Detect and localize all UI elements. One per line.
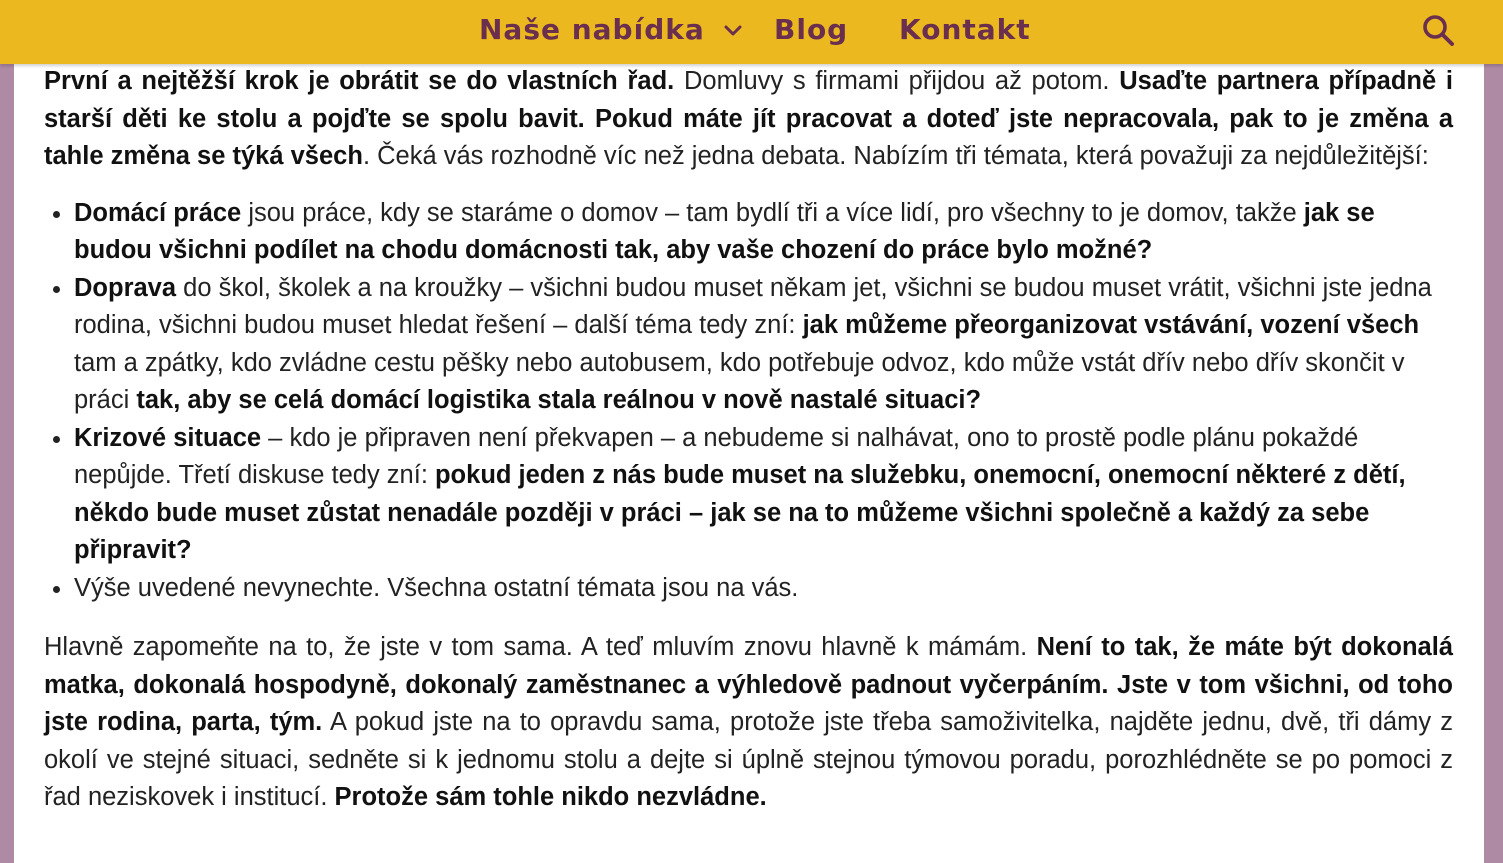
topics-list	[44, 195, 1453, 608]
list-item-question: tak, aby se celá domácí logistika stala reálnou v nově nastalé situaci?	[136, 386, 982, 414]
article-body	[44, 63, 1453, 817]
conclusion-bold-2: Protože sám tohle nikdo nezvládne.	[334, 783, 767, 811]
list-item-question: pokud jeden z nás bude muset na služebku, onemocní, onemocní některé z dětí, někdo bude muset zůstat nenadále později v práci – jak se na to můžeme všichni společně a každý za sebe připravit?	[74, 461, 1406, 564]
nav-item-blog[interactable]: Blog	[774, 13, 849, 46]
nav-item-offer[interactable]	[479, 12, 742, 48]
list-item-text: jsou práce, kdy se staráme o domov – tam bydlí tři a více lidí, pro všechny to je domov, takže	[241, 198, 1304, 227]
search-button[interactable]	[1422, 14, 1456, 48]
top-navigation-bar	[0, 0, 1503, 64]
list-item-text: – kdo je připraven není překvapen – a nebudeme si nalhávat, ono to prostě podle plánu pokaždé nepůjde. Třetí diskuse tedy zní:	[74, 423, 1359, 489]
list-item-title: Krizové situace	[74, 423, 262, 452]
list-item-other	[74, 570, 1453, 608]
intro-text-1: Domluvy s firmami přijdou až potom.	[674, 67, 1120, 95]
article-content	[14, 60, 1484, 863]
intro-bold-2: Usaďte partnera případně i starší děti ke stolu a pojďte se spolu bavit. Pokud máte jít pracovat a doteď jste nepracovala, pak to je změna a tahle změna se týká všech	[44, 67, 1453, 170]
list-item-household	[74, 195, 1453, 270]
paragraph-intro	[44, 63, 1453, 176]
paragraph-conclusion	[44, 629, 1453, 817]
list-item-question: jak můžeme přeorganizovat vstávání, vození všech	[802, 311, 1420, 339]
nav-item-contact[interactable]: Kontakt	[899, 13, 1031, 46]
list-item-text: do škol, školek a na kroužky – všichni budou muset někam jet, všichni se budou muset vrátit, všichni jste jedna rodina, všichni budou muset hledat řešení – další téma tedy zní:	[74, 273, 1432, 339]
list-item-title: Domácí práce	[74, 198, 242, 227]
intro-text-2: . Čeká vás rozhodně víc než jedna debata. Nabízím tři témata, která považuji za nejdůležitější:	[362, 142, 1429, 170]
list-item-crisis	[74, 420, 1453, 570]
chevron-down-icon	[724, 10, 742, 46]
list-item-question: jak se budou všichni podílet na chodu domácnosti tak, aby vaše chození do práce bylo možné?	[74, 198, 1375, 264]
search-icon	[1422, 14, 1456, 48]
list-item-transport	[74, 270, 1453, 420]
conclusion-text-1: Hlavně zapomeňte na to, že jste v tom sama. A teď mluvím znovu hlavně k mámám.	[44, 633, 1037, 661]
list-item-text: tam a zpátky, kdo zvládne cestu pěšky nebo autobusem, kdo potřebuje odvoz, kdo může vstát dřív nebo dřív skončit v práci	[74, 348, 1405, 414]
conclusion-bold-1: Není to tak, že máte být dokonalá matka, dokonalá hospodyně, dokonalý zaměstnanec a výhledově padnout vyčerpáním. Jste v tom všichni, od toho jste rodina, parta, tým.	[44, 633, 1454, 736]
list-item-title: Doprava	[74, 273, 177, 302]
intro-bold-1: První a nejtěžší krok je obrátit se do vlastních řad.	[44, 67, 675, 95]
nav-item-offer-label: Naše nabídka	[479, 13, 705, 46]
conclusion-text-2: A pokud jste na to opravdu sama, protože jste třeba samoživitelka, najděte jednu, dvě, tři dámy z okolí ve stejné situaci, sedněte si k jednomu stolu a dejte si úplně stejnou týmovou poradu, porozhlédněte se po pomoci z řad neziskovek i institucí.	[44, 708, 1453, 811]
list-item-text: Výše uvedené nevynechte. Všechna ostatní témata jsou na vás.	[74, 573, 799, 602]
